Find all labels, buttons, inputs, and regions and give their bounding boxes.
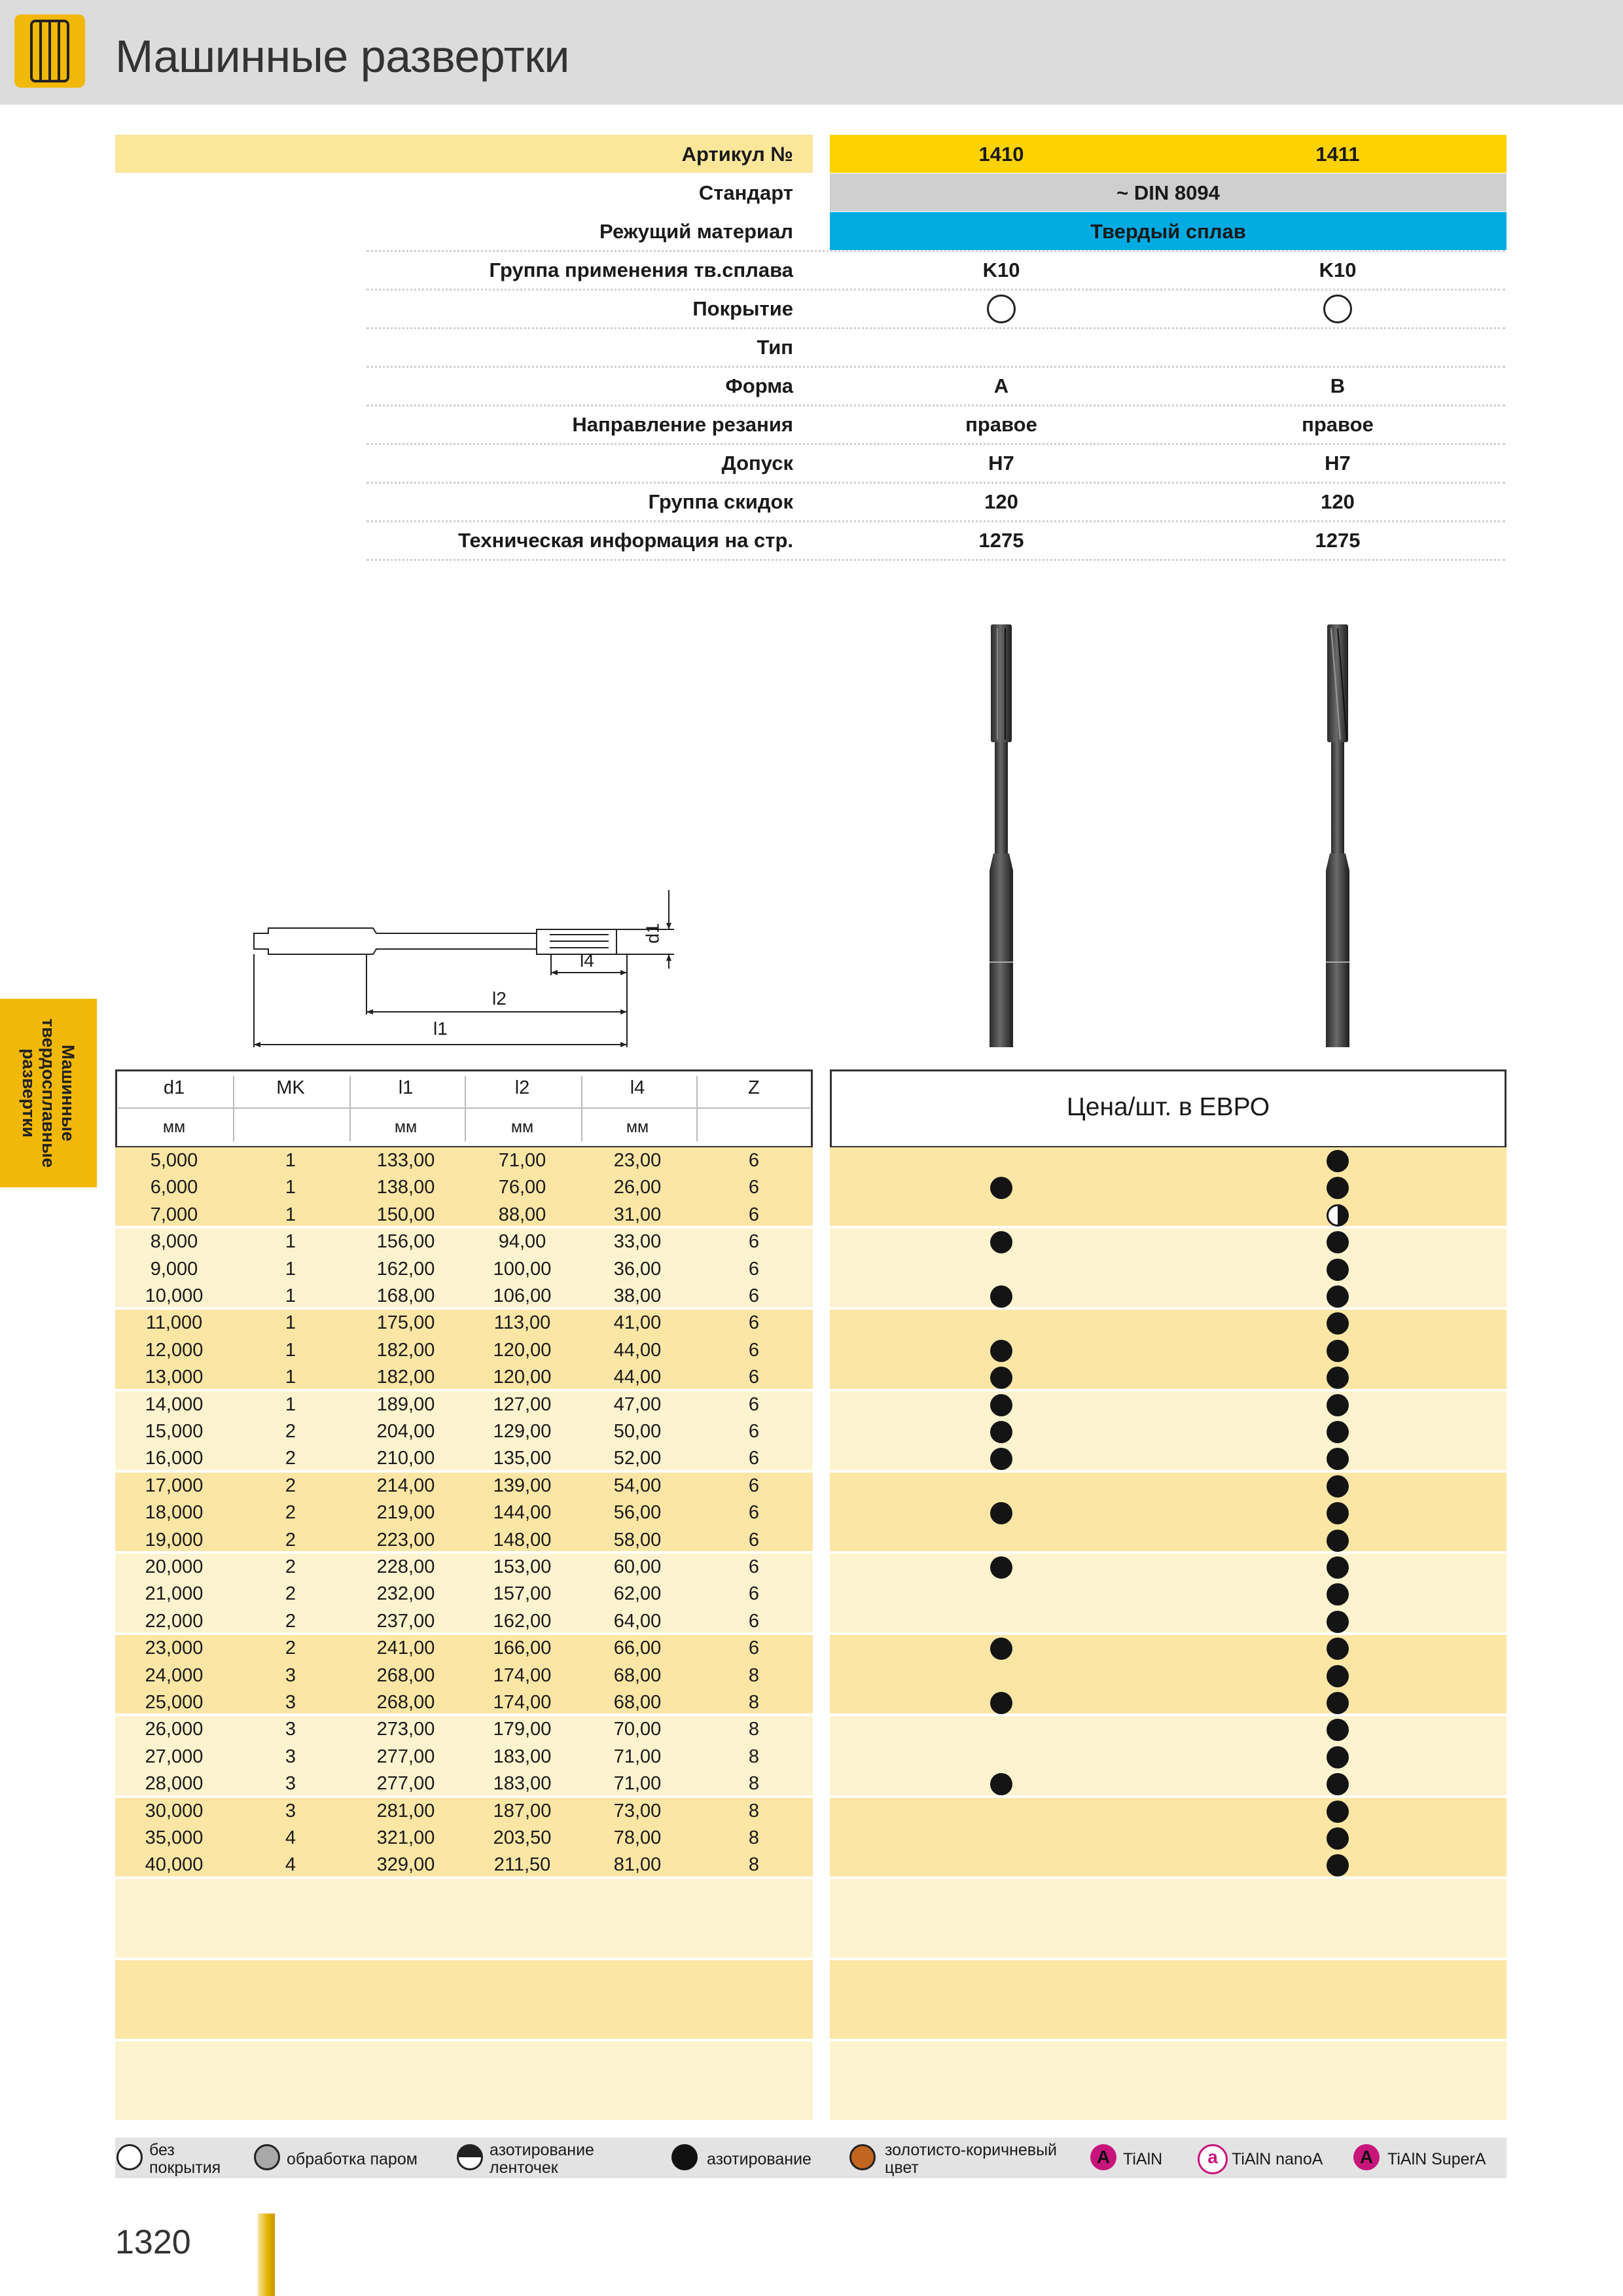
legend-tialn-nano-label: TiAlN nanoA <box>1232 2150 1323 2168</box>
tolerance-1410: H7 <box>988 452 1014 475</box>
table-cell-mk: 2 <box>285 1638 296 1659</box>
availability-dot-1411[interactable] <box>1327 1638 1349 1660</box>
table-cell-l2: 113,00 <box>493 1312 551 1334</box>
table-cell-l1: 189,00 <box>376 1393 435 1415</box>
table-cell-l4: 44,00 <box>613 1339 662 1361</box>
uncoated-icon <box>1323 295 1352 323</box>
table-cell-d1: 22,000 <box>145 1610 204 1632</box>
availability-dot-1410[interactable] <box>990 1638 1012 1660</box>
direction-1411: правое <box>1302 413 1374 436</box>
table-cell-l4: 26,00 <box>613 1177 662 1198</box>
price-band <box>830 2041 1507 2120</box>
table-cell-l4: 64,00 <box>613 1610 662 1632</box>
table-band <box>115 1960 813 2039</box>
table-cell-d1: 30,000 <box>145 1800 204 1821</box>
availability-dot-1411[interactable] <box>1327 1801 1349 1823</box>
table-cell-l2: 100,00 <box>493 1258 552 1280</box>
table-cell-d1: 26,000 <box>145 1719 204 1740</box>
table-cell-d1: 11,000 <box>145 1312 203 1334</box>
table-cell-l2: 135,00 <box>493 1448 552 1469</box>
header-col-sep <box>696 1076 698 1141</box>
col-header-d1: d1 <box>163 1077 185 1098</box>
table-cell-z: 6 <box>748 1638 760 1659</box>
table-cell-d1: 12,000 <box>145 1339 204 1361</box>
nitrided-icon <box>671 2144 698 2170</box>
availability-dot-1411[interactable] <box>1327 1421 1349 1443</box>
table-cell-d1: 19,000 <box>145 1529 204 1551</box>
availability-dot-1410[interactable] <box>990 1367 1012 1389</box>
reamer-category-icon <box>14 14 85 88</box>
table-cell-mk: 1 <box>285 1393 296 1415</box>
table-cell-z: 6 <box>748 1475 760 1496</box>
table-cell-z: 6 <box>748 1285 760 1306</box>
table-cell-l1: 277,00 <box>376 1773 435 1795</box>
spec-label-form: Форма <box>725 374 793 397</box>
availability-dot-1411[interactable] <box>1327 1340 1349 1362</box>
table-cell-d1: 40,000 <box>145 1854 204 1876</box>
availability-dot-1410[interactable] <box>990 1502 1012 1524</box>
table-cell-l1: 321,00 <box>376 1827 435 1848</box>
header-col-sep <box>581 1076 582 1141</box>
table-cell-l1: 281,00 <box>376 1800 435 1821</box>
table-cell-d1: 20,000 <box>145 1556 204 1577</box>
unit-d1: мм <box>162 1118 186 1136</box>
availability-dot-1411[interactable] <box>1327 1204 1349 1227</box>
table-cell-l4: 71,00 <box>613 1746 662 1767</box>
table-cell-l2: 71,00 <box>498 1150 546 1171</box>
header-col-sep <box>233 1076 234 1141</box>
table-cell-z: 6 <box>748 1258 760 1280</box>
unit-l4: мм <box>626 1118 649 1136</box>
col-header-l1: l1 <box>398 1077 414 1098</box>
table-cell-l1: 268,00 <box>376 1664 435 1686</box>
table-cell-l1: 156,00 <box>376 1231 435 1253</box>
table-cell-d1: 25,000 <box>145 1692 204 1713</box>
availability-dot-1410[interactable] <box>990 1773 1012 1795</box>
standard-value: ~ DIN 8094 <box>1116 181 1220 204</box>
table-cell-l2: 94,00 <box>498 1231 546 1253</box>
tialn-super-coating-icon: A <box>1353 2144 1380 2170</box>
table-cell-l2: 148,00 <box>493 1529 552 1551</box>
table-cell-l2: 153,00 <box>493 1556 552 1577</box>
spec-label-article: Артикул № <box>681 143 793 166</box>
price-band <box>830 1473 1507 1551</box>
availability-dot-1411[interactable] <box>1327 1367 1349 1389</box>
table-cell-l4: 62,00 <box>613 1583 662 1605</box>
spec-label-tolerance: Допуск <box>721 452 793 475</box>
availability-dot-1410[interactable] <box>990 1231 1012 1253</box>
table-band <box>115 1879 813 1958</box>
spec-label-discount-group: Группа скидок <box>648 490 793 513</box>
table-cell-z: 6 <box>748 1367 760 1388</box>
table-cell-d1: 9,000 <box>150 1258 198 1280</box>
table-cell-l2: 179,00 <box>493 1719 552 1740</box>
table-cell-mk: 1 <box>285 1312 296 1334</box>
availability-dot-1411[interactable] <box>1327 1259 1349 1281</box>
table-cell-l2: 183,00 <box>493 1746 552 1767</box>
table-cell-l2: 129,00 <box>493 1421 552 1442</box>
table-cell-l2: 127,00 <box>493 1393 552 1415</box>
table-cell-d1: 8,000 <box>150 1231 198 1253</box>
table-cell-z: 8 <box>748 1692 760 1713</box>
table-cell-z: 6 <box>748 1339 760 1361</box>
table-cell-d1: 24,000 <box>145 1664 204 1686</box>
form-1410: A <box>993 374 1009 397</box>
table-cell-mk: 3 <box>285 1692 296 1713</box>
dimension-l1-label: l1 <box>433 1018 448 1039</box>
carbide-group-1410: K10 <box>982 259 1020 281</box>
table-cell-l4: 47,00 <box>613 1393 662 1415</box>
table-cell-d1: 17,000 <box>145 1475 204 1496</box>
col-header-mk: MK <box>276 1077 305 1098</box>
table-cell-l1: 175,00 <box>376 1312 435 1334</box>
table-cell-z: 8 <box>748 1800 760 1821</box>
table-cell-mk: 2 <box>285 1475 296 1496</box>
availability-dot-1411[interactable] <box>1327 1285 1349 1308</box>
table-cell-z: 8 <box>748 1827 760 1848</box>
table-cell-l2: 174,00 <box>493 1664 552 1686</box>
table-cell-mk: 2 <box>285 1610 296 1632</box>
article-1410: 1410 <box>978 143 1024 166</box>
table-cell-l1: 168,00 <box>376 1285 435 1306</box>
steam-treated-icon <box>254 2144 280 2170</box>
availability-dot-1411[interactable] <box>1327 1665 1349 1687</box>
side-tab-line-2: твердосплавные <box>39 1018 58 1168</box>
table-cell-z: 6 <box>748 1177 760 1198</box>
spec-label-standard: Стандарт <box>698 181 793 204</box>
col-header-l2: l2 <box>514 1077 530 1098</box>
table-cell-l2: 157,00 <box>493 1583 552 1605</box>
table-cell-mk: 2 <box>285 1502 296 1524</box>
tolerance-1411: H7 <box>1325 452 1351 475</box>
table-cell-l4: 41,00 <box>613 1312 662 1334</box>
price-band <box>830 1879 1507 1958</box>
table-cell-l2: 174,00 <box>493 1692 552 1713</box>
legend-uncoated-label: без покрытия <box>149 2141 221 2177</box>
table-cell-l2: 183,00 <box>493 1773 552 1795</box>
table-cell-l4: 60,00 <box>613 1556 662 1577</box>
table-cell-l4: 68,00 <box>613 1692 662 1713</box>
nitrided-lands-icon <box>457 2144 483 2170</box>
availability-dot-1410[interactable] <box>990 1285 1012 1308</box>
table-cell-mk: 1 <box>285 1285 296 1306</box>
table-cell-z: 6 <box>748 1204 760 1225</box>
unit-l2: мм <box>510 1118 534 1136</box>
table-cell-z: 8 <box>748 1719 760 1740</box>
table-cell-mk: 1 <box>285 1150 296 1171</box>
availability-dot-1411[interactable] <box>1327 1530 1349 1552</box>
table-cell-l4: 33,00 <box>613 1231 662 1253</box>
table-cell-l1: 214,00 <box>376 1475 435 1496</box>
form-1411: B <box>1330 374 1346 397</box>
table-cell-mk: 3 <box>285 1664 296 1686</box>
table-cell-d1: 10,000 <box>145 1285 204 1306</box>
tialn-nano-coating-icon: a <box>1198 2144 1228 2174</box>
table-cell-mk: 4 <box>285 1827 296 1848</box>
table-cell-l4: 70,00 <box>613 1719 662 1740</box>
table-cell-l1: 210,00 <box>376 1448 435 1469</box>
table-cell-z: 6 <box>748 1150 760 1171</box>
table-cell-l1: 232,00 <box>376 1583 435 1605</box>
table-cell-d1: 21,000 <box>145 1583 204 1605</box>
table-cell-l1: 162,00 <box>376 1258 435 1280</box>
table-cell-mk: 2 <box>285 1583 296 1605</box>
availability-dot-1410[interactable] <box>990 1394 1012 1416</box>
table-cell-l4: 50,00 <box>613 1421 662 1442</box>
table-cell-l2: 162,00 <box>493 1610 552 1632</box>
dimension-l4-label: l4 <box>580 950 594 971</box>
price-band <box>830 1391 1507 1470</box>
table-cell-mk: 1 <box>285 1177 296 1198</box>
table-cell-z: 8 <box>748 1854 760 1876</box>
table-cell-l1: 273,00 <box>376 1719 435 1740</box>
availability-dot-1410[interactable] <box>990 1421 1012 1443</box>
unit-l1: мм <box>394 1118 418 1136</box>
price-header: Цена/шт. в ЕВРО <box>1066 1093 1270 1121</box>
availability-dot-1411[interactable] <box>1327 1475 1349 1498</box>
table-cell-d1: 27,000 <box>145 1746 204 1767</box>
availability-dot-1411[interactable] <box>1327 1231 1349 1253</box>
uncoated-icon <box>987 295 1016 323</box>
table-cell-mk: 4 <box>285 1854 296 1876</box>
table-cell-l1: 277,00 <box>376 1746 435 1767</box>
table-cell-mk: 2 <box>285 1448 296 1469</box>
reamer-technical-drawing <box>249 884 694 1054</box>
table-cell-mk: 2 <box>285 1421 296 1442</box>
price-band <box>830 1147 1507 1226</box>
price-band <box>830 1635 1507 1713</box>
price-band <box>830 1716 1507 1795</box>
table-cell-z: 6 <box>748 1448 760 1469</box>
table-cell-l4: 58,00 <box>613 1529 662 1551</box>
table-cell-l4: 56,00 <box>613 1502 662 1524</box>
col-header-l4: l4 <box>630 1077 645 1098</box>
table-cell-l4: 23,00 <box>613 1150 662 1171</box>
price-band <box>830 1310 1507 1388</box>
availability-dot-1411[interactable] <box>1327 1773 1349 1795</box>
header-col-sep <box>349 1076 351 1141</box>
legend-tialn-label: TiAlN <box>1123 2150 1163 2168</box>
table-cell-d1: 14,000 <box>145 1393 204 1415</box>
table-cell-d1: 23,000 <box>145 1638 204 1659</box>
availability-dot-1411[interactable] <box>1327 1611 1349 1633</box>
table-cell-d1: 13,000 <box>145 1367 204 1388</box>
gold-brown-icon <box>849 2144 876 2170</box>
table-cell-l1: 237,00 <box>376 1610 435 1632</box>
discount-group-1410: 120 <box>984 490 1018 513</box>
table-cell-l4: 78,00 <box>613 1827 662 1848</box>
availability-dot-1411[interactable] <box>1327 1394 1349 1416</box>
table-cell-l2: 203,50 <box>493 1827 552 1848</box>
footer-accent-bar <box>258 2214 275 2296</box>
table-cell-l2: 211,50 <box>493 1854 551 1876</box>
table-cell-d1: 28,000 <box>145 1773 204 1795</box>
table-cell-l1: 329,00 <box>376 1854 435 1876</box>
table-cell-l1: 150,00 <box>376 1204 435 1225</box>
table-cell-l4: 81,00 <box>613 1854 662 1876</box>
reamer-1411-image <box>1311 622 1364 1054</box>
tialn-coating-icon: A <box>1090 2144 1116 2170</box>
direction-1410: правое <box>965 413 1037 436</box>
table-cell-l4: 36,00 <box>613 1258 662 1280</box>
table-cell-mk: 2 <box>285 1556 296 1577</box>
table-cell-l1: 241,00 <box>376 1638 435 1659</box>
article-1411: 1411 <box>1315 143 1360 166</box>
reamer-1410-image <box>975 622 1027 1054</box>
table-cell-z: 8 <box>748 1664 760 1686</box>
legend-nitrided-lands-label: азотирование ленточек <box>490 2141 594 2177</box>
table-cell-l4: 54,00 <box>613 1475 662 1496</box>
table-cell-mk: 1 <box>285 1258 296 1280</box>
legend-nitrided-label: азотирование <box>707 2150 812 2168</box>
table-cell-l4: 66,00 <box>613 1638 662 1659</box>
legend-gold-brown-label: золотисто-коричневый цвет <box>885 2141 1058 2177</box>
table-cell-l4: 71,00 <box>613 1773 662 1795</box>
tech-info-1410: 1275 <box>978 529 1024 552</box>
side-tab-line-1: Машинные <box>58 1045 78 1141</box>
table-cell-l1: 133,00 <box>376 1150 435 1171</box>
availability-dot-1411[interactable] <box>1327 1150 1349 1172</box>
tech-info-1411: 1275 <box>1315 529 1361 552</box>
header-divider <box>118 1107 810 1109</box>
spec-label-carbide-group: Группа применения тв.сплава <box>489 259 793 281</box>
table-cell-l2: 139,00 <box>493 1475 552 1496</box>
spec-label-type: Тип <box>757 336 793 359</box>
table-cell-d1: 6,000 <box>150 1177 198 1198</box>
section-side-tab[interactable] <box>0 999 97 1187</box>
table-cell-mk: 1 <box>285 1231 296 1253</box>
discount-group-1411: 120 <box>1321 490 1355 513</box>
header-col-sep <box>465 1076 466 1141</box>
availability-dot-1411[interactable] <box>1327 1692 1349 1714</box>
availability-dot-1410[interactable] <box>990 1340 1012 1362</box>
col-header-z: Z <box>748 1077 760 1098</box>
table-cell-l2: 187,00 <box>493 1800 552 1821</box>
table-cell-l1: 204,00 <box>376 1421 435 1442</box>
table-cell-l1: 182,00 <box>376 1339 435 1361</box>
table-cell-z: 6 <box>748 1393 760 1415</box>
table-cell-l4: 73,00 <box>613 1800 662 1821</box>
availability-dot-1411[interactable] <box>1327 1827 1349 1850</box>
table-cell-d1: 18,000 <box>145 1502 204 1524</box>
table-cell-d1: 35,000 <box>145 1827 204 1848</box>
table-cell-l4: 38,00 <box>613 1285 662 1306</box>
price-band <box>830 1798 1507 1876</box>
material-value: Твердый сплав <box>1090 220 1246 243</box>
table-cell-z: 6 <box>748 1421 760 1442</box>
table-cell-mk: 1 <box>285 1367 296 1388</box>
table-cell-z: 6 <box>748 1610 760 1632</box>
table-cell-l2: 120,00 <box>493 1339 552 1361</box>
table-cell-z: 6 <box>748 1556 760 1577</box>
table-cell-d1: 15,000 <box>145 1421 204 1442</box>
table-cell-mk: 2 <box>285 1529 296 1551</box>
table-cell-d1: 7,000 <box>150 1204 198 1225</box>
availability-dot-1411[interactable] <box>1327 1556 1349 1579</box>
table-cell-l2: 120,00 <box>493 1367 552 1388</box>
table-cell-mk: 3 <box>285 1719 296 1740</box>
dimension-l2-label: l2 <box>492 988 507 1009</box>
availability-dot-1411[interactable] <box>1327 1746 1349 1768</box>
availability-dot-1411[interactable] <box>1327 1502 1349 1524</box>
table-cell-z: 8 <box>748 1746 760 1767</box>
table-cell-mk: 3 <box>285 1773 296 1795</box>
availability-dot-1410[interactable] <box>990 1556 1012 1579</box>
spec-label-cutting-direction: Направление резания <box>572 413 793 436</box>
table-cell-l1: 228,00 <box>376 1556 435 1577</box>
table-cell-mk: 3 <box>285 1746 296 1767</box>
table-cell-l1: 223,00 <box>376 1529 435 1551</box>
table-cell-z: 6 <box>748 1529 760 1551</box>
table-cell-l1: 138,00 <box>376 1177 435 1198</box>
uncoated-icon <box>116 2144 143 2170</box>
legend-tialn-super-label: TiAlN SuperA <box>1387 2150 1486 2168</box>
availability-dot-1410[interactable] <box>990 1692 1012 1714</box>
price-band <box>830 1554 1507 1632</box>
carbide-group-1411: K10 <box>1319 259 1357 281</box>
table-cell-l4: 44,00 <box>613 1367 662 1388</box>
dimension-d1-label: d1 <box>642 923 663 944</box>
table-cell-mk: 1 <box>285 1204 296 1225</box>
table-cell-l1: 182,00 <box>376 1367 435 1388</box>
table-cell-z: 6 <box>748 1502 760 1524</box>
page-number: 1320 <box>115 2223 191 2261</box>
table-cell-l1: 219,00 <box>376 1502 435 1524</box>
table-band <box>115 2041 813 2120</box>
spec-label-coating: Покрытие <box>692 297 793 320</box>
spec-label-material: Режущий материал <box>599 220 793 243</box>
table-cell-z: 6 <box>748 1231 760 1253</box>
table-cell-l2: 88,00 <box>498 1204 546 1225</box>
table-cell-l2: 106,00 <box>493 1285 552 1306</box>
table-cell-l2: 144,00 <box>493 1502 552 1524</box>
table-cell-l4: 52,00 <box>613 1448 662 1469</box>
page-title: Машинные развертки <box>115 31 569 82</box>
table-cell-d1: 5,000 <box>150 1150 198 1171</box>
price-band <box>830 1229 1507 1307</box>
table-cell-d1: 16,000 <box>145 1448 204 1469</box>
side-tab-line-3: развертки <box>19 1049 39 1138</box>
price-band <box>830 1960 1507 2039</box>
table-cell-z: 6 <box>748 1312 760 1334</box>
table-cell-l4: 31,00 <box>613 1204 662 1225</box>
table-cell-l1: 268,00 <box>376 1692 435 1713</box>
table-cell-l2: 76,00 <box>498 1177 546 1198</box>
spec-label-tech-info: Техническая информация на стр. <box>458 529 793 552</box>
legend-steam-label: обработка паром <box>287 2150 418 2168</box>
table-cell-mk: 3 <box>285 1800 296 1821</box>
table-cell-z: 6 <box>748 1583 760 1605</box>
table-cell-mk: 1 <box>285 1339 296 1361</box>
table-cell-z: 8 <box>748 1773 760 1795</box>
table-cell-l4: 68,00 <box>613 1664 662 1686</box>
table-cell-l2: 166,00 <box>493 1638 552 1659</box>
